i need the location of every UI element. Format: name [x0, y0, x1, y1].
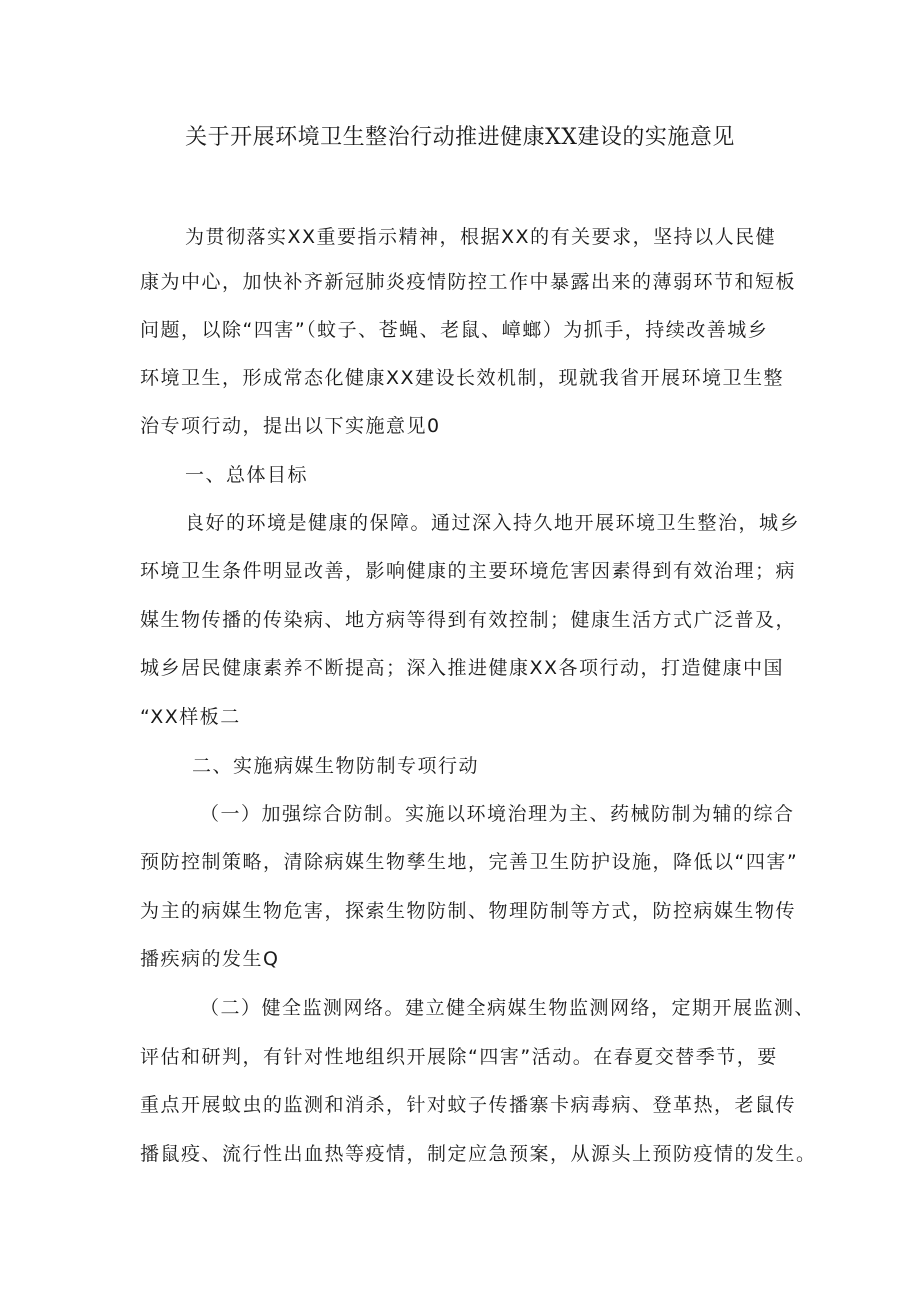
section-2-heading: 二、实施病媒生物防制专项行动: [192, 755, 480, 777]
item-2-line-3: 重点开展蚊虫的监测和消杀，针对蚊子传播寨卡病毒病、登革热，老鼠传: [140, 1094, 797, 1116]
item-1-line-4: 播疾病的发生Q: [140, 948, 280, 970]
section-1-line-4: 城乡居民健康素养不断提高；深入推进健康XX各项行动，打造健康中国: [140, 657, 785, 679]
section-1-line-2: 环境卫生条件明显改善，影响健康的主要环境危害因素得到有效治理；病: [140, 560, 797, 582]
intro-line-3: 问题，以除“四害”（蚊子、苍蝇、老鼠、嶂螂）为抓手，持续改善城乡: [140, 319, 769, 341]
section-1-line-3: 媒生物传播的传染病、地方病等得到有效控制；健康生活方式广泛普及，: [140, 609, 797, 631]
intro-line-1: 为贯彻落实XX重要指示精神，根据XX的有关要求，坚持以人民健: [185, 226, 777, 248]
item-1-line-1: （一）加强综合防制。实施以环境治理为主、药械防制为辅的综合: [200, 803, 795, 825]
item-2-line-4: 播鼠疫、流行性出血热等疫情，制定应急预案，从源头上预防疫情的发生。: [140, 1143, 817, 1165]
section-1-line-1: 良好的环境是健康的保障。通过深入持久地开展环境卫生整治，城乡: [185, 512, 801, 534]
intro-line-2: 康为中心，加快补齐新冠肺炎疫情防控工作中暴露出来的薄弱环节和短板: [140, 271, 797, 293]
intro-line-4: 环境卫生，形成常态化健康XX建设长效机制，现就我省开展环境卫生整: [140, 367, 785, 389]
item-2-line-1: （二）健全监测网络。建立健全病媒生物监测网络，定期开展监测、: [200, 997, 816, 1019]
section-1-line-5: “XX样板二: [140, 706, 241, 728]
item-1-line-3: 为主的病媒生物危害，探索生物防制、物理防制等方式，防控病媒生物传: [140, 900, 797, 922]
document-title: 关于开展环境卫生整治行动推进健康XX建设的实施意见: [185, 125, 735, 150]
intro-line-5: 治专项行动，提出以下实施意见0: [140, 415, 441, 437]
item-2-line-2: 评估和研判，有针对性地组织开展除“四害”活动。在春夏交替季节，要: [140, 1046, 778, 1068]
item-1-line-2: 预防控制策略，清除病媒生物孳生地，完善卫生防护设施，降低以“四害”: [140, 851, 799, 873]
section-1-heading: 一、总体目标: [185, 464, 309, 486]
